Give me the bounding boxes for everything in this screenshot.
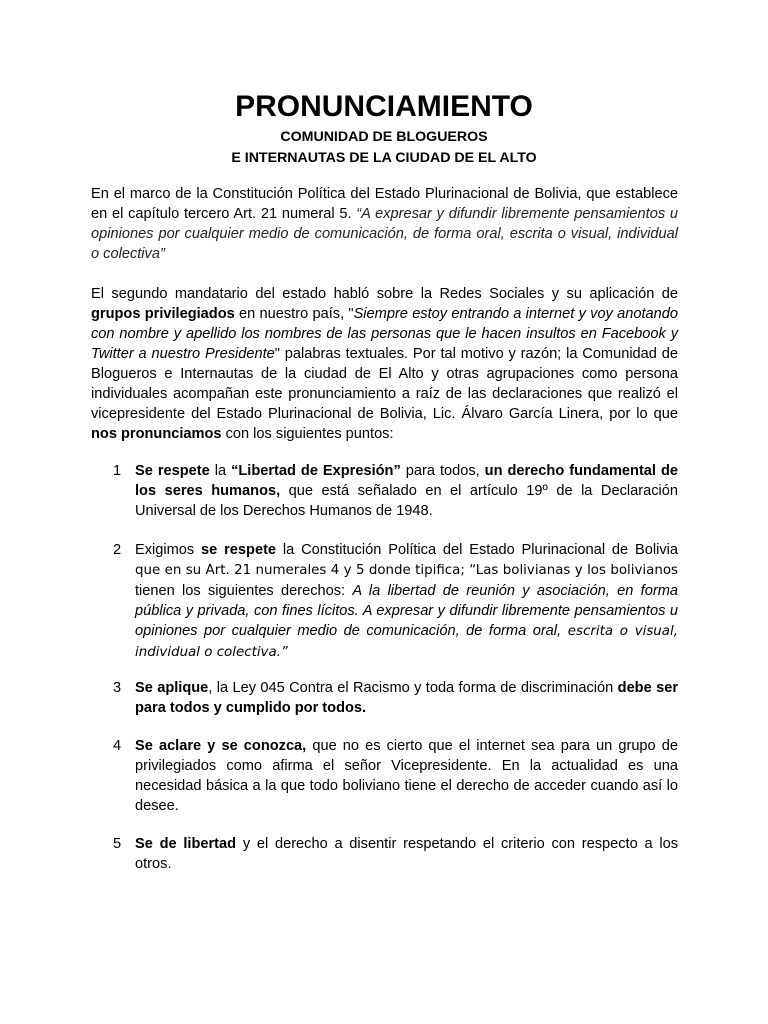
item-text: Exigimos xyxy=(135,542,202,558)
item-text: la Constitución Política del Estado Plurinacional de Bolivia xyxy=(276,542,678,558)
subtitle-line-2: E INTERNAUTAS DE LA CIUDAD DE EL ALTO xyxy=(231,150,537,166)
list-item xyxy=(113,736,678,816)
constitution-quote: “A expresar y difundir libremente pensamientos u opiniones por cualquier medio de comunicación, de forma oral, escrita o visual, individual o colectiva” xyxy=(91,206,679,262)
list-item-number: 3 xyxy=(113,680,122,696)
bold-phrase: debe ser para todos y cumplido por todos. xyxy=(135,680,678,716)
paragraph-text: El segundo mandatario del estado habló sobre la Redes Sociales y su aplicación de xyxy=(91,286,678,302)
list-item-number: 5 xyxy=(113,836,122,852)
item-text: y el derecho a disentir respetando el criterio con respecto a los otros. xyxy=(135,836,678,872)
quote-vicepresident: Siempre estoy entrando a internet y voy anotando con nombre y apellido los nombres de las personas que le hacen insultos en Facebook y Twitter a nuestro Presidente xyxy=(91,306,678,362)
paragraph-intro xyxy=(91,184,678,264)
paragraph-text: " palabras textuales. Por tal motivo y razón; la Comunidad de Blogueros e Internautas de la ciudad de El Alto y otras agrupaciones como persona individuales acompañan este pronunciamiento a raíz de las declaraciones que realizó el vicepresidente del Estado Plurinacional de Bolivia, Lic. Álvaro García Linera, por lo que xyxy=(91,346,678,422)
list-item-number: 1 xyxy=(113,463,122,479)
item-text: que no es cierto que el internet sea para un grupo de privilegiados como afirma el señor Vicepresidente. En la actualidad es una necesidad básica a la que todo boliviano tiene el derecho de acceder cuando así lo desee. xyxy=(135,738,678,814)
bold-phrase: Se de libertad xyxy=(135,836,237,852)
item-text: para todos, xyxy=(400,463,485,479)
list-item xyxy=(113,540,678,663)
bold-phrase: grupos privilegiados xyxy=(91,306,235,322)
paragraph-text: en nuestro país, " xyxy=(234,306,354,322)
paragraph-text: con los siguientes puntos: xyxy=(221,426,394,442)
bold-phrase: nos pronunciamos xyxy=(91,426,222,442)
list-item xyxy=(113,461,678,521)
bold-phrase: un derecho fundamental de los seres humanos, xyxy=(135,463,678,499)
list-item xyxy=(113,834,678,874)
paragraph-context xyxy=(91,284,678,444)
item-text: que está señalado en el artículo 19º de la Declaración Universal de los Derechos Humanos de 1948. xyxy=(135,483,678,519)
list-item xyxy=(113,678,678,718)
italic-quote-fine: escrita o visual, individual o colectiva.” xyxy=(135,624,678,660)
list-item-number: 2 xyxy=(113,542,122,558)
item-text: tienen los siguientes derechos: xyxy=(135,583,353,599)
list-item-number: 4 xyxy=(113,738,122,754)
bold-phrase: Se aplique xyxy=(135,680,209,696)
item-text: la xyxy=(209,463,232,479)
item-text: , la Ley 045 Contra el Racismo y toda forma de discriminación xyxy=(208,680,618,696)
page-title: PRONUNCIAMIENTO xyxy=(235,90,533,123)
bold-phrase: “Libertad de Expresión” xyxy=(231,463,401,479)
bold-phrase: Se respete xyxy=(135,463,210,479)
bold-phrase: Se aclare y se conozca, xyxy=(135,738,307,754)
item-text-fine: que en su Art. 21 numerales 4 y 5 donde tipifica; “Las bolivianas y los bolivianos xyxy=(135,563,678,578)
bold-phrase: se respete xyxy=(201,542,277,558)
paragraph-text: En el marco de la Constitución Política del Estado Plurinacional de Bolivia, que establece en el capítulo tercero Art. 21 numeral 5. xyxy=(91,186,678,222)
subtitle-line-1: COMUNIDAD DE BLOGUEROS xyxy=(280,129,488,145)
italic-quote: A la libertad de reunión y asociación, en forma pública y privada, con fines lícitos. A expresar y difundir libremente pensamientos u opiniones por cualquier medio de comunicación, de forma oral, xyxy=(135,583,678,639)
